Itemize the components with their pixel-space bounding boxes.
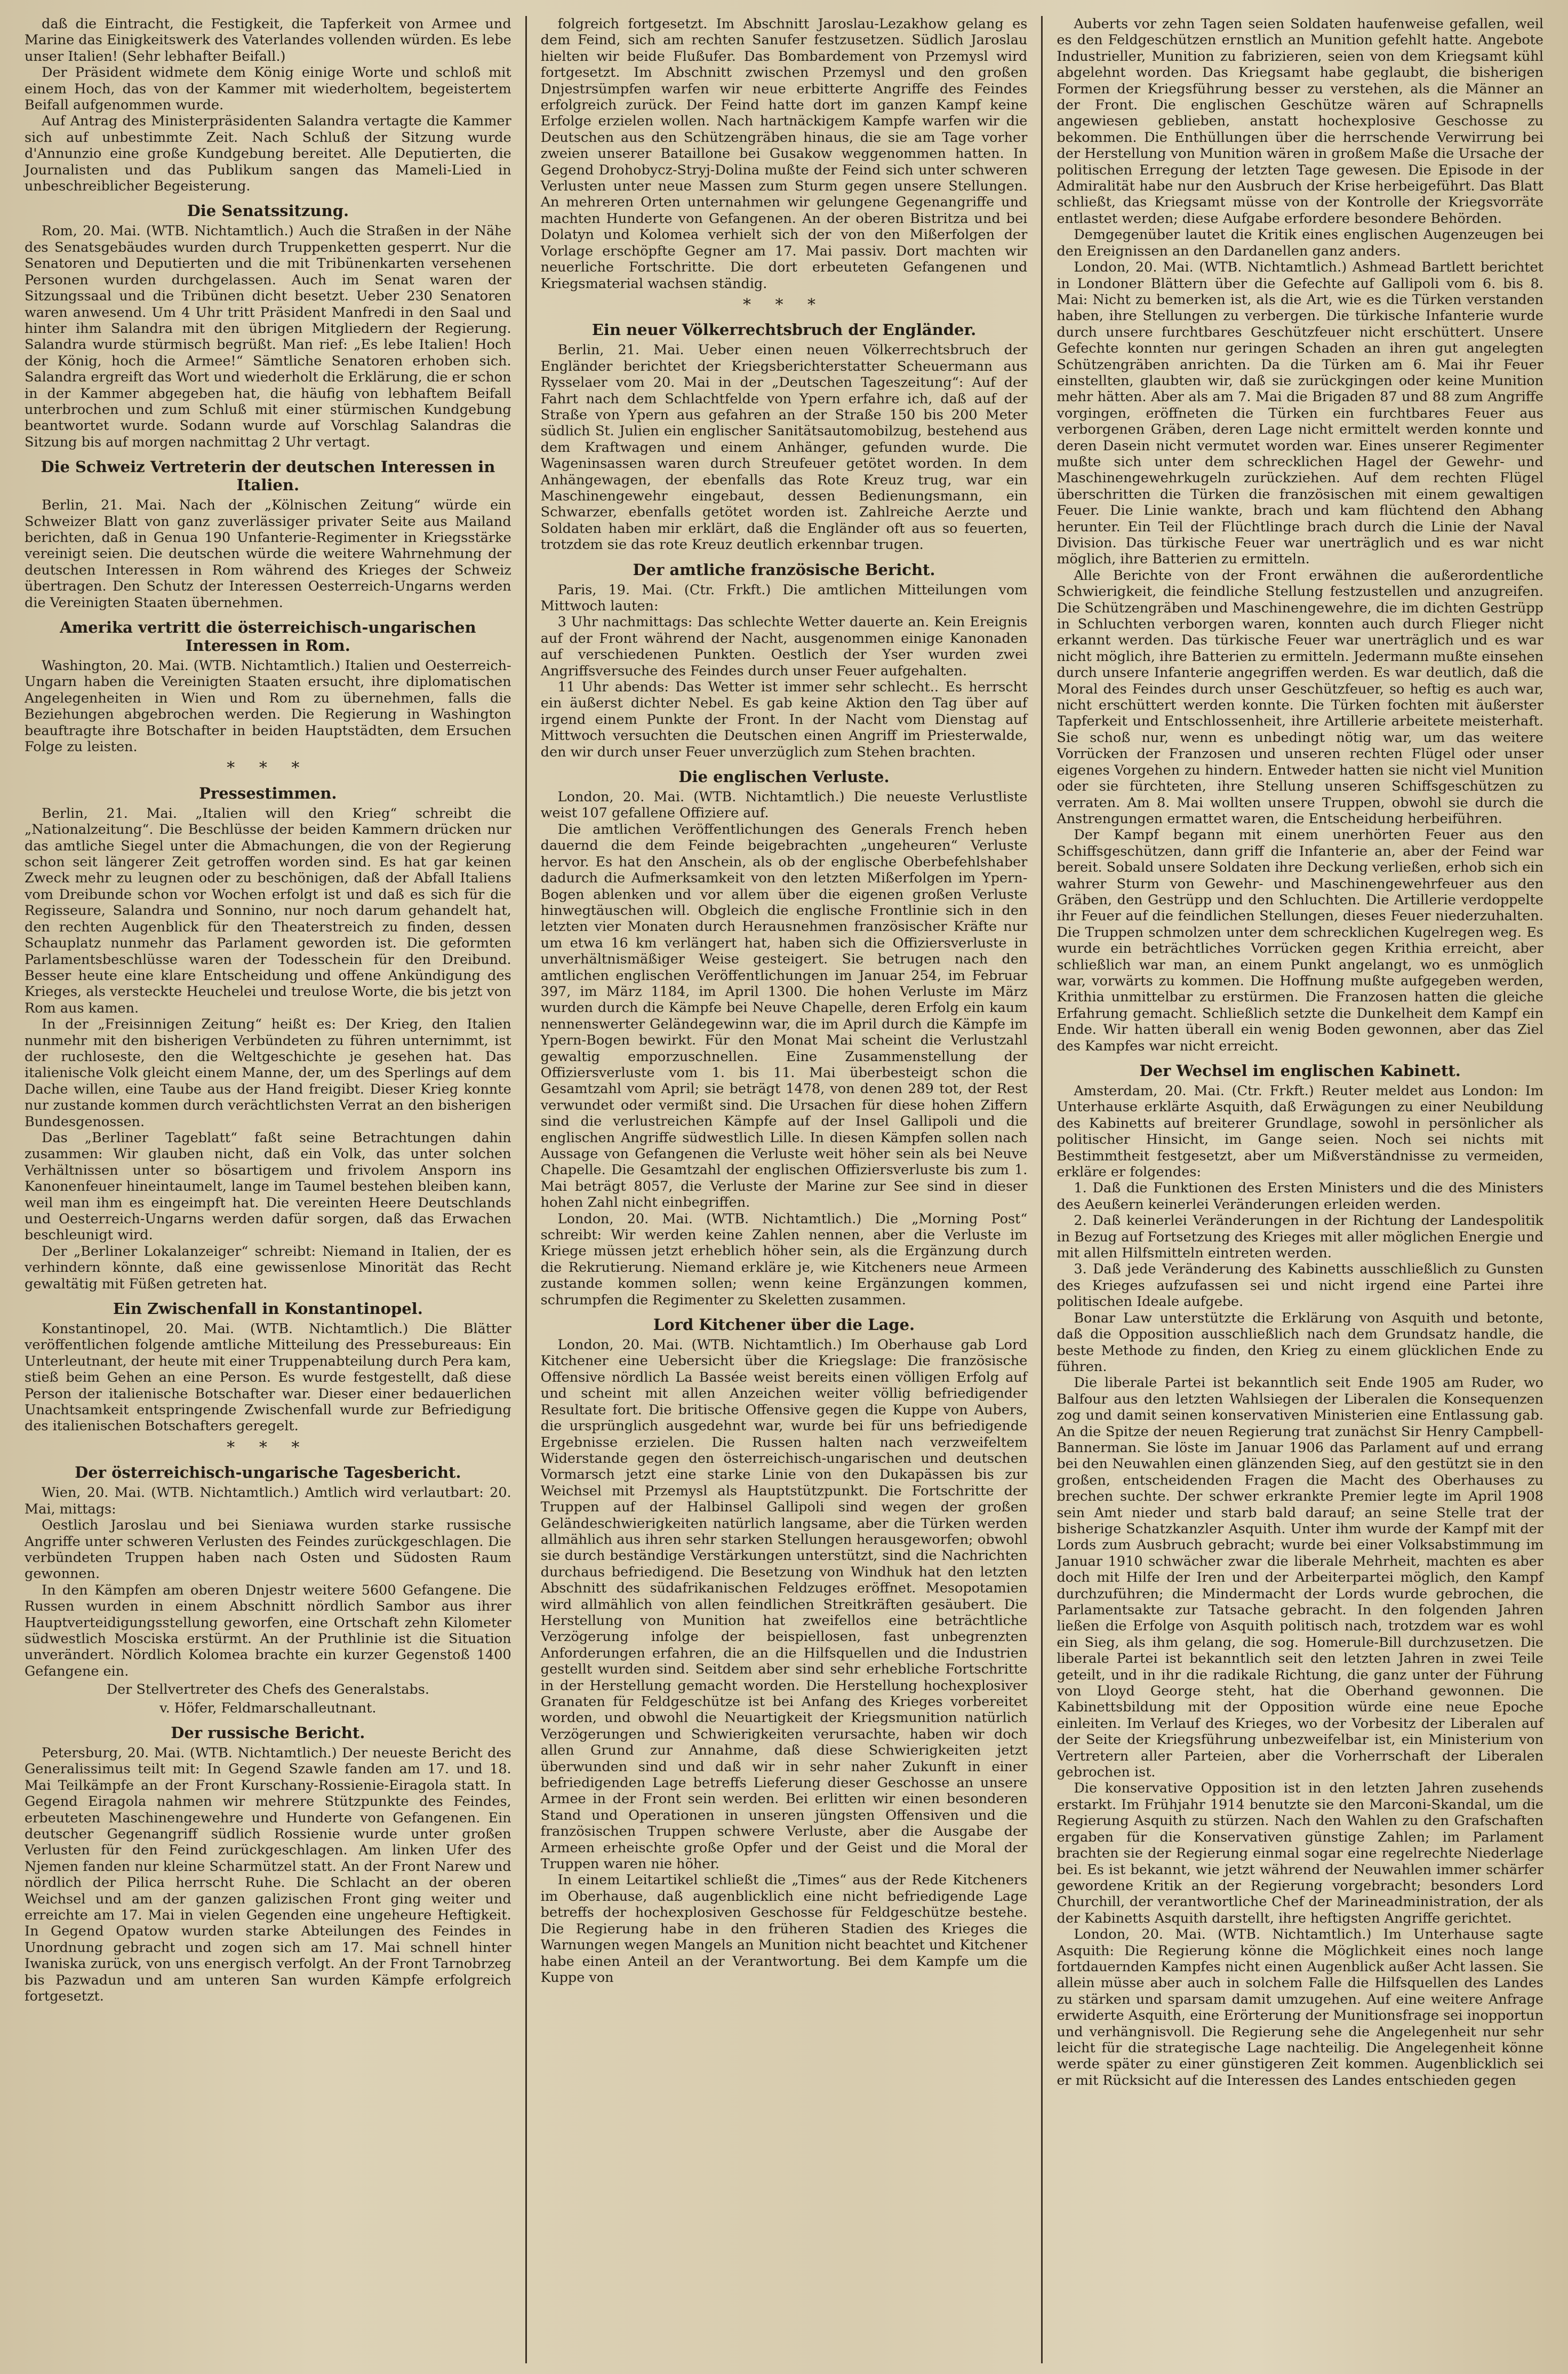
article-headline: Der österreichisch-ungarische Tagesbericht.	[75, 1463, 461, 1482]
article-paragraph: London, 20. Mai. (WTB. Nichtamtlich.) Ashmead Bartlett berichtet in Londoner Blättern über die Gefechte auf Gallipoli vom 6. bis 8. Mai: Nicht zu bemerken ist, als die Art, wie es die Türken verstanden haben, ihre Stellungen zu verbergen. Die türkische Infanterie wurde durch unsere furchtbares Geschützfeuer nicht erschüttert. Unsere Gefechte konnten nur geringen Schaden an ihren gut angelegten Schützengräben anrichten. Da die Türken am 6. Mai ihr Feuer einstellten, glaubten wir, daß sie zurückgingen oder keine Munition mehr hätten. Aber als am 7. Mai die Brigaden 87 und 88 zum Angriffe vorgingen, eröffneten die Türken ein furchtbares Feuer aus verborgenen Gräben, deren Lage nicht ermittelt werden konnte und deren Dasein nicht vermutet worden war. Eines unserer Regimenter mußte sich unter dem schrecklichen Hagel der Gewehr- und Maschinengewehrkugeln zurückziehen. Auf dem rechten Flügel überschritten die Türken die französischen mit einem gewaltigen Feuer. Die Linie wankte, brach und kam flüchtend den Abhang herunter. Ein Teil der Flüchtlinge brach durch die Linie der Naval Division. Das türkische Feuer war unerträglich und es war nicht möglich, ihre Batterien zu ermitteln.	[1057, 259, 1544, 568]
article-paragraph: Bonar Law unterstützte die Erklärung von Asquith und betonte, daß die Opposition ausschließlich nach dem Grundsatz handle, die beste Methode zu finden, den Krieg zu einem glücklichen Ende zu führen.	[1057, 1310, 1544, 1375]
article-paragraph: 3. Daß jede Veränderung des Kabinetts ausschließlich zu Gunsten des Krieges aufzufassen sei und nicht irgend eine Partei ihre politischen Ideale aufgebe.	[1057, 1261, 1544, 1310]
article-paragraph: 3 Uhr nachmittags: Das schlechte Wetter dauerte an. Kein Ereignis auf der Front während der Nacht, ausgenommen einige Kanonaden auf verschiedenen Punkten. Oestlich der Yser wurden zwei Angriffsversuche des Feindes durch unser Feuer aufgehalten.	[540, 614, 1028, 679]
article-paragraph: In der „Freisinnigen Zeitung“ heißt es: Der Krieg, den Italien nunmehr mit den bisherigen Verbündeten zu führen unternimmt, ist der ruchloseste, den die Weltgeschichte je gesehen hat. Das italienische Volk gleicht einem Manne, der, um des Sperlings auf dem Dache willen, eine Taube aus der Hand freigibt. Dieser Krieg konnte nur zustande kommen durch verächtlichsten Verrat an den bisherigen Bundesgenossen.	[25, 1016, 511, 1130]
article-paragraph: 2. Daß keinerlei Veränderungen in der Richtung der Landespolitik in Bezug auf Fortsetzung des Krieges mit aller möglichen Energie und mit allen Hilfsmitteln eintreten werden.	[1057, 1213, 1544, 1262]
article-headline: Die Schweiz Vertreterin der deutschen Interessen in Italien.	[41, 458, 495, 495]
article-paragraph: 11 Uhr abends: Das Wetter ist immer sehr schlecht.. Es herrscht ein äußerst dichter Nebel. Es gab keine Aktion den Tag über auf irgend einem Punkte der Front. In der Nacht vom Dienstag auf Mittwoch versuchten die Deutschen einen Angriff im Priesterwalde, den wir durch unser Feuer unverzüglich zum Stehen brachten.	[540, 679, 1028, 760]
article-paragraph: Berlin, 21. Mai. Nach der „Kölnischen Zeitung“ würde ein Schweizer Blatt von ganz zuverlässiger privater Seite aus Mailand berichten, daß in Genua 190 Unfanterie-Regimenter in Kriegsstärke vereinigt seien. Die deutschen würde die weitere Wahrnehmung der deutschen Interessen in Rom während des Krieges der Schweiz übertragen. Den Schutz der Interessen Oesterreich-Ungarns werden die Vereinigten Staaten übernehmen.	[25, 497, 511, 611]
article-signature: v. Höfer, Feldmarschalleutnant.	[159, 1700, 377, 1716]
column-left	[14, 16, 522, 2363]
article-paragraph: Berlin, 21. Mai. „Italien will den Krieg“ schreibt die „Nationalzeitung“. Die Beschlüsse der beiden Kammern drücken nur das amtliche Siegel unter die Abmachungen, die von der Regierung schon seit längerer Zeit getroffen worden sind. Es hat gar keinen Zweck mehr zu leugnen oder zu beschönigen, daß der Abfall Italiens vom Dreibunde schon vor Wochen erfolgt ist und daß es sich für die Regisseure, Salandra und Sonnino, nur noch darum gehandelt hat, den rechten Augenblick für den Theaterstreich zu finden, dessen Schauplatz nunmehr das Parlament geworden ist. Die geformten Parlamentsbeschlüsse waren der Todesschein für den Dreibund. Besser heute eine klare Entscheidung und offene Ankündigung des Krieges, als versteckte Heuchelei und treulose Worte, die bis jetzt von Rom aus kamen.	[25, 805, 511, 1016]
article-paragraph: Die liberale Partei ist bekanntlich seit Ende 1905 am Ruder, wo Balfour aus den letzten Wahlsiegen der Liberalen die Konsequenzen zog und damit seinen konservativen Ministerien eine Entlassung gab. An die Spitze der neuen Regierung trat zunächst Sir Henry Campbell-Bannerman. Sie löste im Januar 1906 das Parlament auf und errang bei den Neuwahlen einen glänzenden Sieg, auf den gestützt sie in den großen, entscheidenden Fragen die Macht des Oberhauses zu brechen suchte. Der schwer erkrankte Premier legte im April 1908 sein Amt nieder und starb bald darauf; an seine Stelle trat der bisherige Schatzkanzler Asquith. Unter ihm wurde der Kampf mit der Lords zum Ausbruch gebracht; wurde bei einer Volksabstimmung im Januar 1910 schwächer zwar die liberale Mehrheit, machten es aber doch mit Hilfe der Iren und der Arbeiterpartei möglich, den Kampf durchzuführen; die Mindermacht der Lords wurde gebrochen, die Parlamentsakte zur Tatsache gebracht. In den folgenden Jahren ließen die Erfolge von Asquith politisch nach, trotzdem war es wohl ein Sieg, als ihm gelang, die sog. Homerule-Bill durchzusetzen. Die liberale Partei ist bekanntlich seit den letzten Jahren in zwei Teile geteilt, und in ihr die radikale Richtung, die ganz unter der Führung von Lloyd George steht, hat die Oberhand gewonnen. Die Kabinettsbildung mit der Opposition würde eine neue Epoche einleiten. Im Verlauf des Krieges, wo der Vorbesitz der Liberalen auf der Seite der Kriegsführung unbezweifelbar ist, ein Ministerium von Vertretern aller Parteien, aber die Vorherrschaft der Liberalen gebrochen ist.	[1057, 1375, 1544, 1781]
article-paragraph: Konstantinopel, 20. Mai. (WTB. Nichtamtlich.) Die Blätter veröffentlichen folgende amtliche Mitteilung des Pressebureaus: Ein Unterleutnant, der heute mit einer Truppenabteilung durch Pera kam, stieß beim Gehen an eine Person. Es wurde festgestellt, daß diese Person der italienische Botschafter war. Dieser einer bedauerlichen Unachtsamkeit entspringende Zwischenfall wurde zur Befriedigung des italienischen Botschafters geregelt.	[25, 1321, 511, 1435]
article-headline: Amerika vertritt die österreichisch-ungarischen Interessen in Rom.	[60, 618, 476, 655]
article-headline: Die Senatssitzung.	[187, 202, 349, 220]
article-paragraph: Alle Berichte von der Front erwähnen die außerordentliche Schwierigkeit, die feindliche Stellung festzustellen und anzugreifen. Die Schützengräben und Maschinengewehre, die im dichten Gestrüpp in Schluchten verborgen waren, konnten auch durch Flieger nicht erkannt werden. Das türkische Feuer war unerträglich und es war nicht möglich, ihre Batterien zu ermitteln. Jedermann mußte einsehen durch unsere Infanterie angegriffen werden. Es war deutlich, daß die Moral des Feindes durch unser Geschützfeuer, so heftig es auch war, nicht erschüttert werden konnte. Die Türken fochten mit äußerster Tapferkeit und Entschlossenheit, ihre Artillerie arbeitete meisterhaft. Sie schoß nur, wenn es unbedingt nötig war, um das weitere Vorrücken der Franzosen und unseren rechten Flügel oder unser eigenes Vorgehen zu hindern. Entweder hatten sie nicht viel Munition oder sie fürchteten, ihre Stellung unseren Schiffsgeschützen zu verraten. Am 8. Mai wollten unsere Truppen, obwohl sie durch die Anstrengungen ermattet waren, die Entscheidung herbeiführen.	[1057, 567, 1544, 827]
article-paragraph: Rom, 20. Mai. (WTB. Nichtamtlich.) Auch die Straßen in der Nähe des Senatsgebäudes wurden durch Truppenketten gesperrt. Nur die Senatoren und Deputierten und die mit Tribünenkarten versehenen Personen wurden durchgelassen. Auch im Senat waren der Sitzungssaal und die Tribünen dicht besetzt. Ueber 230 Senatoren waren anwesend. Um 4 Uhr tritt Präsident Manfredi in den Saal und hinter ihm Salandra mit den übrigen Mitgliedern der Regierung. Salandra wurde stürmisch begrüßt. Man rief: „Es lebe Italien! Hoch der König, hoch die Armee!“ Sämtliche Senatoren erhoben sich. Salandra ergreift das Wort und wiederholt die Erklärung, die er schon in der Kammer abgegeben hat, die häufig von lebhaftem Beifall unterbrochen und zum Schluß mit einer stürmischen Kundgebung beantwortet wurde. Sodann wurde auf Vorschlag Salandras die Sitzung bis auf morgen nachmittag 2 Uhr vertagt.	[25, 223, 511, 450]
article-headline: Der russische Bericht.	[171, 1723, 365, 1742]
article-paragraph: In einem Leitartikel schließt die „Times“ aus der Rede Kitcheners im Oberhause, daß augenblicklich eine nicht befriedigende Lage betreffs der hochexplosiven Geschosse für Feldgeschütze bestehe. Die Regierung habe in den früheren Stadien des Krieges die Warnungen wegen Mangels an Munition nicht beachtet und Kitchener habe einen Anteil an der Verantwortung. Bei dem Kampfe um die Kuppe von	[540, 1872, 1028, 1986]
section-separator: * * *	[227, 1438, 309, 1457]
article-paragraph: In den Kämpfen am oberen Dnjestr weitere 5600 Gefangene. Die Russen wurden in einem Abschnitt nördlich Sambor aus ihrer Hauptverteidigungsstellung geworfen, eine Ortschaft zehn Kilometer südwestlich Mosciska erstürmt. An der Pruthlinie ist die Situation unverändert. Nördlich Kolomea brachte ein kurzer Gegenstoß 1400 Gefangene ein.	[25, 1582, 511, 1679]
column-right	[1046, 16, 1554, 2363]
article-paragraph: Das „Berliner Tageblatt“ faßt seine Betrachtungen dahin zusammen: Wir glauben nicht, daß ein Volk, das unter solchen Verhältnissen unter so bösartigem und frivolem Ansporn ins Kanonenfeuer hineintaumelt, lange im Taumel bestehen bleiben kann, weil man ihm es eingeimpft hat. Die vereinten Heere Deutschlands und Oesterreich-Ungarns werden dafür sorgen, daß das Erwachen beschleunigt wird.	[25, 1129, 511, 1244]
article-paragraph: Der Kampf begann mit einem unerhörten Feuer aus den Schiffsgeschützen, dann griff die Infanterie an, aber der Feind war bereit. Sobald unsere Soldaten ihre Deckung verließen, erhob sich ein wahrer Sturm von Gewehr- und Maschinengewehrfeuer aus den Gräben, den Gestrüpp und den Schluchten. Die Artillerie verdoppelte ihr Feuer auf die feindlichen Stellungen, dieses Feuer niederzuhalten. Die Truppen schmolzen unter dem schrecklichen Kugelregen weg. Es wurde ein beträchtliches Vorrücken gegen Krithia erreicht, aber schließlich war man, an einem Punkt angelangt, wo es unmöglich war, vorwärts zu kommen. Die Hoffnung mußte aufgegeben werden, Krithia unmittelbar zu erstürmen. Die Franzosen hatten die gleiche Erfahrung gemacht. Schließlich setzte die Dunkelheit dem Kampf ein Ende. Wir hatten überall ein wenig Boden gewonnen, aber das Ziel des Kampfes war nicht erreicht.	[1057, 827, 1544, 1054]
article-paragraph: London, 20. Mai. (WTB. Nichtamtlich.) Im Unterhause sagte Asquith: Die Regierung könne die Möglichkeit eines noch lange fortdauernden Kampfes nicht einen Augenblick außer Acht lassen. Sie allein müsse aber auch in solchem Falle die Hilfsquellen des Landes zu stärken und sparsam damit umzugehen. Auf eine weitere Anfrage erwiderte Asquith, eine Erörterung der Munitionsfrage sei inopportun und verhängnisvoll. Die Regierung sehe die Angelegenheit nur sehr leicht für die strategische Lage nachteilig. Die Angelegenheit könne werde später zu einer günstigeren Zeit kommen. Augenblicklich sei er mit Rücksicht auf die Interessen des Landes entschieden gegen	[1057, 1926, 1544, 2089]
article-headline: Lord Kitchener über die Lage.	[653, 1316, 915, 1334]
article-paragraph: Washington, 20. Mai. (WTB. Nichtamtlich.) Italien und Oesterreich-Ungarn haben die Vereinigten Staaten ersucht, ihre diplomatischen Angelegenheiten in Wien und Rom zu übernehmen, falls die Beziehungen abgebrochen werden. Die Regierung in Washington beauftragte ihre Botschafter in beiden Hauptstädten, dem Ersuchen Folge zu leisten.	[25, 658, 511, 755]
article-paragraph: Der Präsident widmete dem König einige Worte und schloß mit einem Hoch, das von der Kammer mit wiederholtem, begeistertem Beifall aufgenommen wurde.	[25, 65, 511, 114]
article-signature: Der Stellvertreter des Chefs des Generalstabs.	[106, 1682, 429, 1698]
column-middle	[530, 16, 1038, 2363]
article-paragraph: Petersburg, 20. Mai. (WTB. Nichtamtlich.) Der neueste Bericht des Generalissimus teilt mit: In Gegend Szawle fanden am 17. und 18. Mai Teilkämpfe an der Front Kurschany-Rossienie-Eiragola statt. In Gegend Eiragola nahmen wir mehrere Stützpunkte des Feindes, erbeuteten Maschinengewehre und Hunderte von Gefangenen. Ein deutscher Gegenangriff südlich Rossienie wurde unter großen Verlusten für den Feind zurückgeschlagen. Am linken Ufer des Njemen fanden nur kleine Scharmützel statt. An der Front Narew und nördlich der Pilica herrscht Ruhe. Die Schlacht an der oberen Weichsel und am der ganzen galizischen Front ging weiter und erreichte am 17. Mai in vielen Gegenden eine ungeheure Heftigkeit. In Gegend Opatow wurden starke Abteilungen des Feindes in Unordnung gebracht und zogen sich am 17. Mai schnell hinter Iwaniska zurück, von uns energisch verfolgt. An der Front Tarnobrzeg bis Pazwadun und am unteren San wurden Kämpfe erfolgreich fortgesetzt.	[25, 1744, 511, 2005]
section-separator: * * *	[227, 759, 309, 778]
article-headline: Ein Zwischenfall in Konstantinopel.	[113, 1300, 423, 1318]
article-paragraph: Die konservative Opposition ist in den letzten Jahren zusehends erstarkt. Im Frühjahr 1914 benutzte sie den Marconi-Skandal, um die Regierung Asquith zu stürzen. Nach den Wahlen zu den Grafschaften ergaben für die Konservativen günstige Zahlen; im Parlament brachten sie der Regierung einmal sogar eine regelrechte Niederlage bei. Es ist bekannt, wie jetzt während der Neuwahlen immer schärfer gewordene Kritik an der Regierung vorgebracht; besonders Lord Churchill, der verantwortliche Chef der Marineadministration, der als der Kabinetts Asquith darstellt, ihre heftigsten Angriffe gerichtet.	[1057, 1780, 1544, 1926]
article-paragraph: Amsterdam, 20. Mai. (Ctr. Frkft.) Reuter meldet aus London: Im Unterhause erklärte Asquith, daß Erwägungen zu einer Neubildung des Kabinetts auf breiterer Grundlage, sowohl in persönlicher als politischer Hinsicht, im Gange seien. Noch sei nichts mit Bestimmtheit festgesetzt, aber um Mißverständnisse zu vermeiden, erkläre er folgendes:	[1057, 1083, 1544, 1181]
article-paragraph: London, 20. Mai. (WTB. Nichtamtlich.) Die neueste Verlustliste weist 107 gefallene Offiziere auf.	[540, 789, 1028, 822]
article-paragraph: Berlin, 21. Mai. Ueber einen neuen Völkerrechtsbruch der Engländer berichtet der Kriegsberichterstatter Scheuermann aus Rysselaer vom 20. Mai in der „Deutschen Tageszeitung“: Auf der Fahrt nach dem Schlachtfelde von Ypern erfahre ich, daß auf der Straße von Ypern aus gefahren an der Straße 150 bis 200 Meter südlich St. Julien ein englischer Sanitätsautomobilzug, bestehend aus dem Kraftwagen und einem Anhänger, gefunden wurde. Die Wageninsassen waren durch Streufeuer getötet worden. In dem Anhängewagen, der ebenfalls das Rote Kreuz trug, war ein Maschinengewehr eingebaut, dessen Bedienungsmann, ein Schwarzer, ebenfalls getötet worden ist. Zahlreiche Aerzte und Soldaten haben mir erklärt, daß die Engländer oft aus so feuerten, trotzdem sie das rote Kreuz deutlich erkennbar trugen.	[540, 342, 1028, 553]
article-paragraph: 1. Daß die Funktionen des Ersten Ministers und die des Ministers des Aeußern keinerlei Veränderungen erleiden werden.	[1057, 1180, 1544, 1213]
article-paragraph: Die amtlichen Veröffentlichungen des Generals French heben dauernd die dem Feinde beigebrachten „ungeheuren“ Verluste hervor. Es hat den Anschein, als ob der englische Oberbefehlshaber dadurch die Aufmerksamkeit von den letzten Mißerfolgen im Ypern-Bogen ablenken und vor allem über die eigenen großen Verluste hinwegtäuschen will. Obgleich die englische Frontlinie sich in den letzten vier Monaten durch Herausnehmen französischer Kräfte nur um etwa 16 km verlängert hat, haben sich die Offiziersverluste in unverhältnismäßiger Weise gesteigert. Sie betrugen nach den amtlichen englischen Veröffentlichungen im Januar 254, im Februar 397, im März 1184, im April 1300. Die hohen Verluste im März wurden durch die Kämpfe bei Neuve Chapelle, deren Erfolg ein kaum nennenswerter Geländegewinn war, die im April durch die Kämpfe im Ypern-Bogen bewirkt. Für den Monat Mai scheint die Verlustzahl gewaltig emporzuschnellen. Eine Zusammenstellung der Offiziersverluste vom 1. bis 11. Mai überbesteigt schon die Gesamtzahl vom April; sie beträgt 1478, von denen 289 tot, der Rest verwundet oder vermißt sind. Die Ursachen für diese hohen Ziffern sind die verlustreichen Kämpfe auf der Insel Gallipoli und die englischen Angriffe südwestlich Lille. In diesen Kämpfen sollen nach Aussage von Gefangenen die Verluste weit höher sein als bei Neuve Chapelle. Die Gesamtzahl der englischen Offiziersverluste bis zum 1. Mai beträgt 8057, die Verluste der Marine zur See sind in dieser hohen Zahl nicht einbegriffen.	[540, 821, 1028, 1211]
column-rule	[1041, 16, 1043, 2363]
article-paragraph: Auf Antrag des Ministerpräsidenten Salandra vertagte die Kammer sich auf unbestimmte Zeit. Nach Schluß der Sitzung wurde d'Annunzio eine große Kundgebung bereitet. Alle Deputierten, die Journalisten und das Publikum sangen das Mameli-Lied in unbeschreiblicher Begeisterung.	[25, 113, 511, 195]
article-headline: Pressestimmen.	[199, 784, 337, 802]
article-paragraph: daß die Eintracht, die Festigkeit, die Tapferkeit von Armee und Marine das Einigkeitswerk des Vaterlandes vollenden würden. Es lebe unser Italien! (Sehr lebhafter Beifall.)	[25, 16, 511, 65]
section-separator: * * *	[742, 295, 826, 314]
article-paragraph: Oestlich Jaroslau und bei Sieniawa wurden starke russische Angriffe unter schweren Verlusten des Feindes zurückgeschlagen. Die verbündeten Truppen haben nach Osten und Südosten Raum gewonnen.	[25, 1517, 511, 1582]
columns	[14, 16, 1554, 2363]
article-paragraph: folgreich fortgesetzt. Im Abschnitt Jaroslau-Lezakhow gelang es dem Feind, sich am rechten Sanufer festzusetzen. Südlich Jaroslau hielten wir beide Flußufer. Das Bombardement von Przemysl wird fortgesetzt. Im Abschnitt zwischen Przemysl und den großen Dnjestrsümpfen warfen wir neue erbitterte Angriffe des Feindes erfolgreich zurück. Der Feind hatte dort im ganzen Kampf keine Erfolge erzielen wollen. Nach hartnäckigem Kampfe warfen wir die Deutschen aus den Schützengräben hinaus, die sie am Tage vorher zweien unserer Bataillone bei Gusakow weggenommen hatten. In Gegend Drohobycz-Stryj-Dolina mußte der Feind sich unter schweren Verlusten unter neue Massen zum Sturm gegen unsere Stellungen. An mehreren Orten unternahmen wir gelungene Gegenangriffe und machten Hunderte von Gefangenen. An der oberen Bistritza und bei Dolatyn und Kolomea verhielt sich der von den Mißerfolgen der Vorlage erschöpfte Gegner am 17. Mai passiv. Dort machten wir neuerliche Fortschritte. Die dort erbeuteten Gefangenen und Kriegsmaterial wachsen ständig.	[540, 16, 1028, 292]
article-paragraph: Der „Berliner Lokalanzeiger“ schreibt: Niemand in Italien, der es verhindern könnte, daß eine gewissenlose Minorität das Recht gewaltätig mit Füßen getreten hat.	[25, 1243, 511, 1292]
article-headline: Ein neuer Völkerrechtsbruch der Engländer.	[591, 321, 977, 339]
article-paragraph: Wien, 20. Mai. (WTB. Nichtamtlich.) Amtlich wird verlautbart: 20. Mai, mittags:	[25, 1485, 511, 1517]
article-headline: Die englischen Verluste.	[678, 768, 890, 786]
article-headline: Der Wechsel im englischen Kabinett.	[1139, 1062, 1461, 1080]
article-paragraph: Paris, 19. Mai. (Ctr. Frkft.) Die amtlichen Mitteilungen vom Mittwoch lauten:	[540, 581, 1028, 614]
article-paragraph: Demgegenüber lautet die Kritik eines englischen Augenzeugen bei den Ereignissen an den Dardanellen ganz anders.	[1057, 227, 1544, 259]
article-paragraph: Auberts vor zehn Tagen seien Soldaten haufenweise gefallen, weil es den Feldgeschützen ernstlich an Munition gefehlt hatte. Angebote Industrieller, Munition zu fabrizieren, seien von dem Kriegsamt kühl abgelehnt worden. Das Kriegsamt habe geglaubt, die bisherigen Formen der Kriegsführung besser zu verstehen, als die Männer an der Front. Die englischen Geschütze wären auf Schrapnells angewiesen geblieben, anstatt hochexplosive Geschosse zu bekommen. Die Enthüllungen über die herrschende Verwirrung bei der Herstellung von Munition wären in großem Maße die Ursache der politischen Erregung der letzten Tage gewesen. Die Episode in der Admiralität habe nur den Ausbruch der Krise herbeigeführt. Das Blatt schließt, das Kriegsamt müsse von der Kontrolle der Kriegsvorräte entlastet werden; diese Aufgabe erfordere besondere Behörden.	[1057, 16, 1544, 227]
article-paragraph: London, 20. Mai. (WTB. Nichtamtlich.) Die „Morning Post“ schreibt: Wir werden keine Zahlen nennen, aber die Verluste im Kriege müssen jetzt erheblich höher sein, als die Ergänzung durch die Rekrutierung. Niemand erkläre je, wie Kitcheners neue Armeen zustande kommen sollen; wenn keine Ergänzungen kommen, schrumpfen die Regimenter zu Skeletten zusammen.	[540, 1210, 1028, 1308]
article-paragraph: London, 20. Mai. (WTB. Nichtamtlich.) Im Oberhause gab Lord Kitchener eine Uebersicht über die Kriegslage: Die französische Offensive nördlich La Bassée weist bereits einen völligen Erfolg auf und scheint mit allen Anzeichen weiter völlig befriedigender Resultate fort. Die britische Offensive gegen die Kuppe von Aubers, die ursprünglich ausgedehnt war, wurde bei für uns befriedigende Ergebnisse erzielen. Die Russen halten nach verzweifeltem Widerstande gegen den österreichisch-ungarischen und deutschen Vormarsch jetzt eine starke Linie von den Dukapässen bis zur Weichsel mit Przemysl als Hauptstützpunkt. Die Fortschritte der Truppen auf der Halbinsel Gallipoli sind wegen der großen Geländeschwierigkeiten natürlich langsame, aber die Türken werden allmählich aus ihren sehr starken Stellungen herausgeworfen; obwohl sie durch beständige Verstärkungen unterstützt, sind die Nachrichten durchaus befriedigend. Die Besetzung von Windhuk hat den letzten Abschnitt des südafrikanischen Feldzuges eröffnet. Mesopotamien wird allmählich von allen feindlichen Streitkräften gesäubert. Die Herstellung von Munition hat zweifellos eine beträchtliche Verzögerung infolge der beispiellosen, fast unbegrenzten Anforderungen erfahren, die an die Hilfsquellen und die Industrien gestellt wurden sind. Seitdem aber sind sehr erhebliche Fortschritte in der Herstellung gemacht worden. Die Herstellung hochexplosiver Granaten für Feldgeschütze ist bei Anfang des Krieges vorbereitet worden, und obwohl die Neuartigkeit der Kriegsmunition natürlich Verzögerungen und Schwierigkeiten verursachte, haben wir doch allen Grund zur Annahme, daß diese Schwierigkeiten jetzt überwunden sind und daß wir in sehr naher Zukunft in einer befriedigenden Lage betreffs Lieferung dieser Geschosse an unsere Armee in der Front sein werden. Bei erlitten wir einen besonderen Stand und Operationen in unseren jüngsten Offensiven und die französischen Truppen schwere Verluste, aber die Ausgabe der Armeen erheischte große Opfer und der Geist und die Moral der Truppen waren nie höher.	[540, 1337, 1028, 1873]
article-headline: Der amtliche französische Bericht.	[633, 560, 935, 579]
column-rule	[525, 16, 527, 2363]
